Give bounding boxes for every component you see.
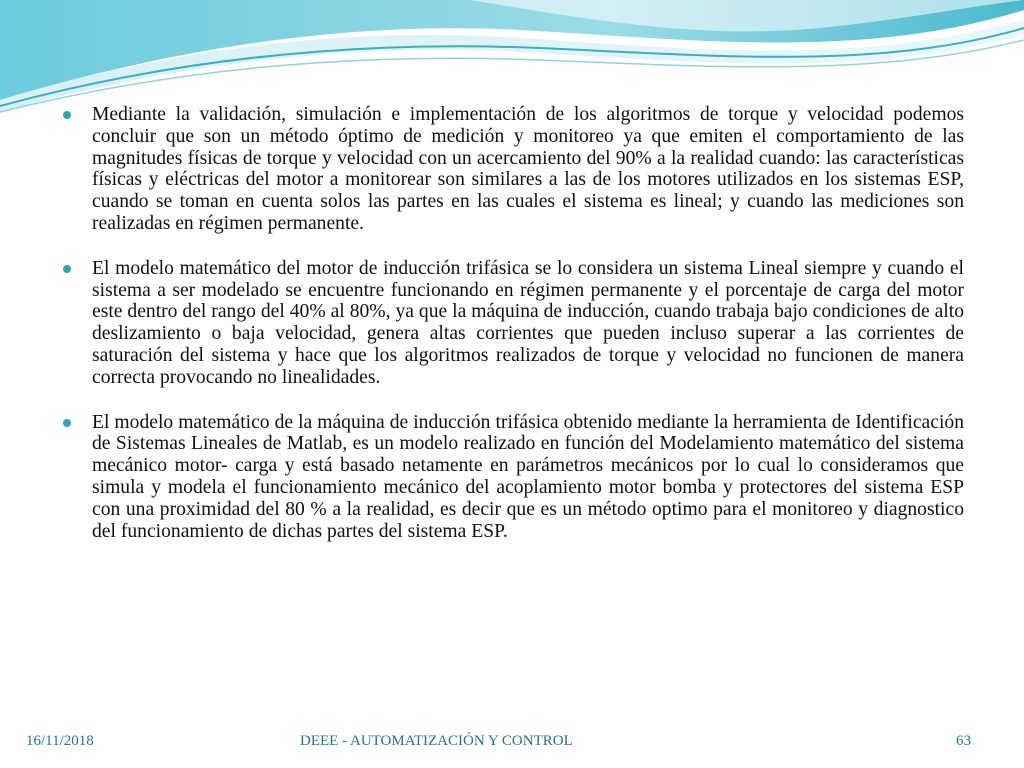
bullet-text: El modelo matemático de la máquina de inducción trifásica obtenido mediante la herramienta de Identificación de Sistemas Lineales de Matlab, es un modelo realizado en función del Modelamiento matemático del sistema mecánico motor- carga y está basado netamente en parámetros mecánicos por lo cual lo consideramos que simula y modela el funcionamiento mecánico del acoplamiento motor bomba y protectores del sistema ESP con una proximidad del 80 % a la realidad, es decir que es un método optimo para el monitoreo y diagnostico del funcionamiento de dichas partes del sistema ESP. bbox=[92, 411, 964, 542]
footer-title: DEEE - AUTOMATIZACIÓN Y CONTROL bbox=[300, 733, 573, 749]
bullet-icon bbox=[63, 111, 71, 119]
bullet-item bbox=[62, 258, 964, 389]
bullet-text: El modelo matemático del motor de inducción trifásica se lo considera un sistema Lineal siempre y cuando el sistema a ser modelado se encuentre funcionando en régimen permanente y el porcentaje de carga del motor este dentro del rango del 40% al 80%, ya que la máquina de inducción, cuando trabaja bajo condiciones de alto deslizamiento o baja velocidad, genera altas corrientes que pueden incluso superar a las corrientes de saturación del sistema y hace que los algoritmos realizados de torque y velocidad no funcionen de manera correcta provocando no linealidades. bbox=[92, 257, 964, 388]
header-wave-decoration bbox=[0, 0, 1024, 120]
bullet-text: Mediante la validación, simulación e implementación de los algoritmos de torque y velocidad podemos concluir que son un método óptimo de medición y monitoreo ya que emiten el comportamiento de las magnitudes físicas de torque y velocidad con un acercamiento del 90% a la realidad cuando: las características físicas y eléctricas del motor a monitorear son similares a las de los motores utilizados en los sistemas ESP, cuando se toman en cuenta solos las partes en las cuales el sistema es lineal; y cuando las mediciones son realizadas en régimen permanente. bbox=[92, 104, 964, 234]
bullet-item bbox=[62, 104, 964, 235]
bullet-item bbox=[62, 412, 964, 543]
slide-content bbox=[62, 104, 964, 565]
footer-date: 16/11/2018 bbox=[26, 733, 94, 749]
footer-page-number: 63 bbox=[956, 733, 971, 749]
bullet-icon bbox=[63, 265, 71, 273]
bullet-icon bbox=[63, 419, 71, 427]
